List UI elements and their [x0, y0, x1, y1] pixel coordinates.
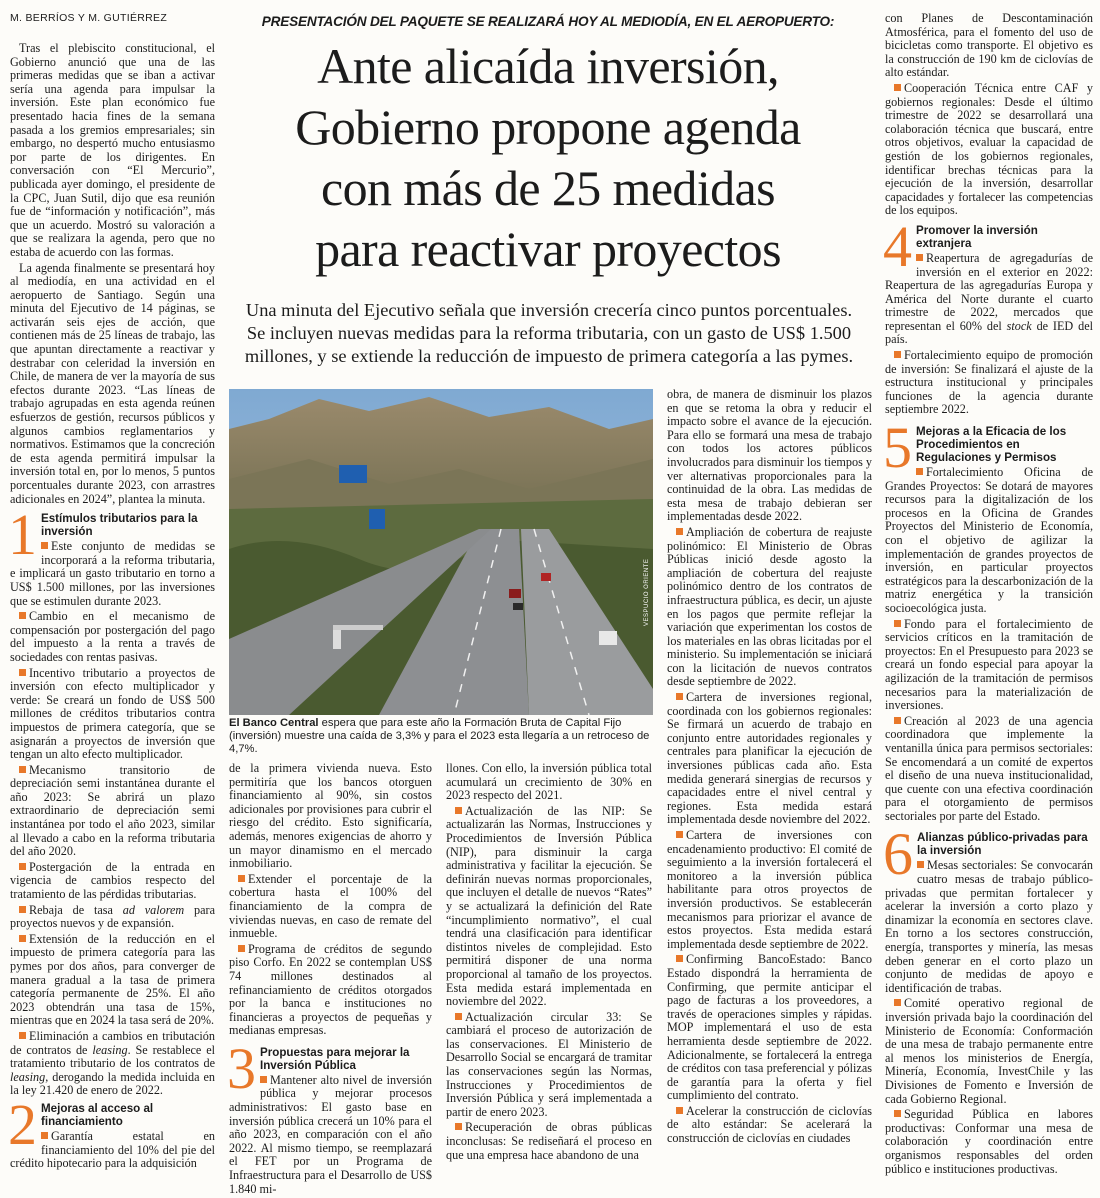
paragraph: Programa de créditos de segundo piso Corfo. En 2022 se contemplan US$ 74 millones destinados al refinanciamiento de créditos otorgados por la banca e instituciones no financieras a proyectos de pequeñas y medianas empresas. — [229, 941, 432, 1038]
paragraph: llones. Con ello, la inversión pública total acumulará un crecimiento de 30% en 2023 respecto del 2021. — [446, 761, 652, 803]
paragraph: Cambio en el mecanismo de compensación por postergación del pago del impuesto a la renta a través de sociedades con rentas pasivas. — [10, 609, 215, 664]
paragraph: Comité operativo regional de inversión privada bajo la coordinación del Ministerio de Economía: Conformación de una mesa de trabajo permanente entre al menos los ministerios de Energía, Minería, Economía, InvestChile y las Divisiones de Fomento e Inversión de cada Gobierno Regional. — [885, 996, 1093, 1106]
section-title: Estímulos tributarios para la inversión — [41, 512, 198, 539]
paragraph: Fortalecimiento Oficina de Grandes Proyectos: Se dotará de mayores recursos para la digitalización de los procesos en la Oficina de Grandes Proyectos del Ministerio de Economía, con el objetivo de agilizar la implementación de grandes proyectos de inversión, en particular proyectos estratégicos para la descarbonización de la matriz energética y la transición socioecológica justa. — [885, 465, 1093, 615]
bullet-square-icon — [455, 1013, 462, 1020]
bullet-square-icon — [894, 84, 901, 91]
paragraph: Fondo para el fortalecimiento de servicios críticos en la tramitación de proyectos: En el Presupuesto para 2023 se creará un fondo especial para apoyar la agilización de la tramitación de permisos necesarios para la materialización de inversiones. — [885, 616, 1093, 713]
bullet-square-icon — [238, 875, 245, 882]
paragraph: Extensión de la reducción en el impuesto de primera categoría para las pymes por dos años, para converger de manera gradual a la tasa de primera categoría permanente de 25%. El año 2023 obtendrán una tasa de 15%, mientras que en 2024 la tasa será de 20%. — [10, 931, 215, 1028]
headline — [238, 36, 858, 280]
bullet-square-icon — [19, 906, 26, 913]
section-number: 2 — [8, 1091, 37, 1157]
paragraph: Reapertura de agregadurías de inversión en el exterior en 2022: Reapertura de las agregadurías Europa y América del Norte durante el cuarto trimestre de 2022, mercados que representan el 60% del stock de IED del país. — [885, 250, 1093, 347]
paragraph: Seguridad Pública en labores productivas: Conformar una mesa de colaboración y coordinación entre organismos responsables del orden público e instituciones productivas. — [885, 1107, 1093, 1176]
bullet-square-icon — [455, 807, 462, 814]
paragraph: Cooperación Técnica entre CAF y gobiernos regionales: Desde el último trimestre de 2022 se desarrollará una colaboración técnica que buscará, entre otros objetivos, evaluar la capacidad de gestión de los gobiernos regionales, identificar brechas técnicas para la ejecución de la inversión, desarrollar capacidades y fortalecer las competencias de los equipos. — [885, 80, 1093, 218]
bullet-square-icon — [41, 542, 48, 549]
photo-credit: VESPUCIO ORIENTE — [644, 558, 650, 626]
headline-line: Ante alicaída inversión, — [317, 38, 779, 94]
bullet-square-icon — [676, 955, 683, 962]
bullet-square-icon — [916, 254, 923, 261]
byline: M. BERRÍOS Y M. GUTIÉRREZ — [10, 12, 168, 24]
paragraph: obra, de manera de disminuir los plazos en que se retoma la obra y reducir el impacto sobre el avance de la ejecución. Para ello se formará una mesa de trabajo con todos los actores públicos involucrados para disminuir los tiempos y ver alternativas proporcionales para la continuidad de la obra. Las medidas de esta mesa de trabajo debieran ser implementadas desde 2022. — [667, 387, 872, 524]
paragraph: Incentivo tributario a proyectos de inversión con efecto multiplicador y verde: Se creará un fondo de US$ 500 millones de créditos tributarios contra impuestos de primera categoría, que se asignarán a proyectos de inversión que tengan un alto efecto multiplicador. — [10, 665, 215, 762]
section-number: 1 — [8, 502, 37, 568]
bullet-square-icon — [894, 620, 901, 627]
bullet-square-icon — [894, 1110, 901, 1117]
bullet-square-icon — [19, 766, 26, 773]
section-number: 5 — [883, 415, 912, 481]
paragraph: Actualización circular 33: Se cambiará el proceso de autorización de las conservaciones. El Ministerio de Desarrollo Social se encargará de tramitar las conservaciones según las Normas, Instrucciones y Procedimientos de Inversión Pública y será implementada a partir de enero 2023. — [446, 1009, 652, 1119]
column-3 — [446, 762, 652, 1164]
bullet-square-icon — [19, 935, 26, 942]
paragraph: Mecanismo transitorio de depreciación semi instantánea durante el año 2023: Se abrirá un plazo extraordinario de depreciación semi instantánea por todo el año 2023, similar al llevado a cabo en la reforma tributaria del año 2020. — [10, 762, 215, 859]
section-title: Propuestas para mejorar la Inversión Pública — [260, 1045, 410, 1072]
bullet-square-icon — [19, 863, 26, 870]
section-6 — [883, 821, 1093, 995]
section-5 — [883, 415, 1093, 616]
paragraph: Eliminación a cambios en tributación de contratos de leasing. Se restablece el tratamiento tributario de los contratos de leasing, derogando la medida incluida en la ley 21.420 de enero de 2022. — [10, 1028, 215, 1098]
headline-line: Gobierno propone agenda — [295, 99, 801, 155]
section-number: 4 — [883, 213, 912, 279]
highway-photo — [229, 389, 653, 715]
paragraph: Cartera de inversiones regional, coordinada con los gobiernos regionales: Se firmará un acuerdo de trabajo en conjunto entre autoridades regionales y centrales para planificar la ejecución de inversiones públicas cada año. Esta medida generará sinergias de recursos y capacidades entre el nivel central y regiones. Esta medida estará implementada desde noviembre del 2022. — [667, 690, 872, 827]
paragraph: Cartera de inversiones con encadenamiento productivo: El comité de seguimiento a la inversión fortalecerá el monitoreo a la inversión pública habilitante para otros proyectos de inversión productivos. Se establecerán mecanismos para priorizar el avance de estos proyectos. Esta medida estará implementada desde septiembre de 2022. — [667, 828, 872, 951]
bullet-square-icon — [676, 528, 683, 535]
paragraph: Creación al 2023 de una agencia coordinadora que implemente la ventanilla única para permisos sectoriales: Se encomendará a un comité de expertos el diseño de una nueva institucionalidad, que cuente con una efectiva coordinación para el otorgamiento de permisos sectoriales por parte del Estado. — [885, 713, 1093, 823]
highway-photo-illustration — [229, 389, 653, 715]
paragraph: con Planes de Descontaminación Atmosférica, para el fomento del uso de bicicletas como transporte. El objetivo es la construcción de 190 km de ciclovías de alto estándar. — [885, 11, 1093, 80]
paragraph: Extender el porcentaje de la cobertura hasta el 100% del financiamiento de la compra de viviendas nuevas, en caso de remate del inmueble. — [229, 871, 432, 941]
bullet-square-icon — [676, 1107, 683, 1114]
column-5 — [885, 12, 1093, 1178]
bullet-square-icon — [676, 693, 683, 700]
bullet-square-icon — [19, 612, 26, 619]
kicker: PRESENTACIÓN DEL PAQUETE SE REALIZARÁ HOY AL MEDIODÍA, EN EL AEROPUERTO: — [261, 14, 835, 29]
paragraph: Confirming BancoEstado: Banco Estado dispondrá la herramienta de Confirming, que permite anticipar el pago de facturas a los proveedores, a través de operaciones simples y rápidas. MOP implementará el uso de esta herramienta desde septiembre de 2022. Adicionalmente, se fortalecerá la entrega de créditos con tasa preferencial y pólizas de garantía para la oferta y fiel cumplimiento del contrato. — [667, 952, 872, 1103]
bullet-square-icon — [238, 945, 245, 952]
bullet-square-icon — [916, 468, 923, 475]
section-number: 6 — [883, 821, 913, 888]
column-4 — [667, 388, 872, 1148]
deck: Una minuta del Ejecutivo señala que inversión crecería cinco puntos porcentuales. Se incluyen nuevas medidas para la reforma tributaria, con un gasto de US$ 1.500 millones, y se extiende la reducción de impuesto de primera categoría a las pymes. — [244, 300, 854, 366]
bullet-square-icon — [455, 1123, 462, 1130]
column-1 — [10, 42, 215, 1173]
paragraph: Fortalecimiento equipo de promoción de inversión: Se finalizará el ajuste de la estructura institucional y principales funciones de la agencia durante septiembre 2022. — [885, 348, 1093, 417]
headline-line: para reactivar proyectos — [315, 221, 781, 277]
paragraph: Garantía estatal en financiamiento del 10% del pie del crédito hipotecario para la adquisición — [10, 1128, 215, 1171]
paragraph: Recuperación de obras públicas inconclusas: Se rediseñará el proceso en que una empresa hace abandono de una — [446, 1120, 652, 1162]
bullet-square-icon — [894, 351, 901, 358]
paragraph: Rebaja de tasa ad valorem para proyectos nuevos y de expansión. — [10, 902, 215, 931]
bullet-square-icon — [894, 717, 901, 724]
paragraph: de la primera vivienda nueva. Esto permitiría que los bancos otorguen financiamiento al 90%, sin costos adicionales por provisiones para cubrir el riesgo del crédito. Esto significaría, además, menores exigencias de ahorro y un mayor dinamismo en el mercado inmobiliario. — [229, 761, 432, 871]
bullet-square-icon — [917, 861, 924, 868]
section-4 — [883, 213, 1093, 347]
section-3 — [227, 1035, 432, 1196]
paragraph: La agenda finalmente se presentará hoy al mediodía, en una actividad en el aeropuerto de Santiago. Según una minuta del Ejecutivo de 14 páginas, se activarán seis ejes de acción, que contienen más de 25 líneas de trabajo, las que apuntan directamente a reactivar y destrabar con celeridad la inversión en Chile, de manera de ver la mayoría de sus efectos durante 2023. “Las líneas de trabajo agrupadas en esta agenda reúnen esfuerzos de gestión, recursos públicos y algunos cambios reglamentarios y normativos. Estimamos que la concreción de esta agenda permitirá impulsar la inversión total en, por lo menos, 5 puntos porcentuales durante 2023, con arrastres adicionales en 2024”, plantea la minuta. — [10, 260, 215, 506]
section-title: Promover la inversión extranjera — [916, 223, 1038, 250]
bullet-square-icon — [41, 1132, 48, 1139]
column-2 — [229, 762, 432, 1198]
section-title: Mejoras a la Eficacia de los Procedimientos en Regulaciones y Permisos — [916, 425, 1067, 465]
paragraph: Acelerar la construcción de ciclovías de alto estándar: Se acelerará la construcción de ciclovías en ciudades — [667, 1103, 872, 1146]
section-1 — [8, 502, 215, 608]
paragraph: Este conjunto de medidas se incorporará a la reforma tributaria, e implicará un gasto tributario en torno a US$ 1.500 millones, por las inversiones que se estimulen durante 2023. — [10, 539, 215, 608]
paragraph: Actualización de las NIP: Se actualizarán las Normas, Instrucciones y Procedimientos de Inversión Pública (NIP), para disminuir la carga administrativa y facilitar la ejecución. Se definirán nuevas normas proporcionales, que incluyen el detalle de nuevos “Rates” y se actualizará la definición del Rate “incumplimiento normativo”, el cual tendrá una clasificación para identificar distintos niveles de complejidad. Esto permitirá disponer de una norma proporcional al tamaño de los proyectos. Esta medida estará implementada en noviembre del 2022. — [446, 803, 652, 1009]
section-2 — [8, 1091, 215, 1171]
bullet-square-icon — [260, 1076, 267, 1083]
paragraph: Mesas sectoriales: Se convocarán cuatro mesas de trabajo público-privadas que permitan fortalecer y acelerar la inversión a corto plazo y dinamizar la economía en sectores clave. En torno a los sectores construcción, energía, transportes y minería, las mesas deben generar en el corto plazo un conjunto de medidas de apoyo e identificación de trabas. — [885, 858, 1093, 995]
bullet-square-icon — [676, 831, 683, 838]
bullet-square-icon — [19, 669, 26, 676]
section-title: Alianzas público-privadas para la inversión — [917, 831, 1088, 858]
section-title: Mejoras al acceso al financiamiento — [41, 1101, 154, 1128]
paragraph: Ampliación de cobertura de reajuste polinómico: El Ministerio de Obras Públicas inició desde agosto la ampliación de cobertura del reajuste polinómico dentro de los contratos de infraestructura pública, es decir, un ajuste en los pagos que permite reflejar la variación que experimentan los costos de los materiales en las obras licitadas por el ministerio. Su implementación se iniciará con la licitación de nuevos contratos desde septiembre de 2022. — [667, 524, 872, 689]
headline-line: con más de 25 medidas — [321, 160, 775, 216]
bullet-square-icon — [19, 1032, 26, 1039]
section-number: 3 — [227, 1035, 256, 1101]
paragraph: Postergación de la entrada en vigencia de cambios respecto del tratamiento de las pérdidas tributarias. — [10, 859, 215, 902]
paragraph: Mantener alto nivel de inversión pública y mejorar procesos administrativos: El gasto base en inversión pública crecerá un 10% para el año 2023, en comparación con el año 2022. Al mismo tiempo, se reemplazará el FET por un Programa de Infraestructura para el Desarrollo de US$ 1.840 mi- — [229, 1072, 432, 1196]
photo-caption: El Banco Central espera que para este año la Formación Bruta de Capital Fijo (inversión) muestre una caída de 3,3% y para el 2023 esta llegaría a un retroceso de 4,7%. — [229, 717, 650, 755]
paragraph: Tras el plebiscito constitucional, el Gobierno anunció que una de las primeras medidas que se iban a activar sería una agenda para impulsar la inversión. Este plan económico fue presentado hacia fines de la semana pasada a los gremios empresariales; sin embargo, no despertó mucho entusiasmo por parte de los dirigentes. En conversación con “El Mercurio”, publicada ayer domingo, el presidente de la CPC, Juan Sutil, dijo que esa reunión fue de “información y notificación”, más que un acuerdo. Mostró su valoración a que se realizara la agenda, pero que no estaba de acuerdo con las formas. — [10, 41, 215, 259]
bullet-square-icon — [894, 999, 901, 1006]
